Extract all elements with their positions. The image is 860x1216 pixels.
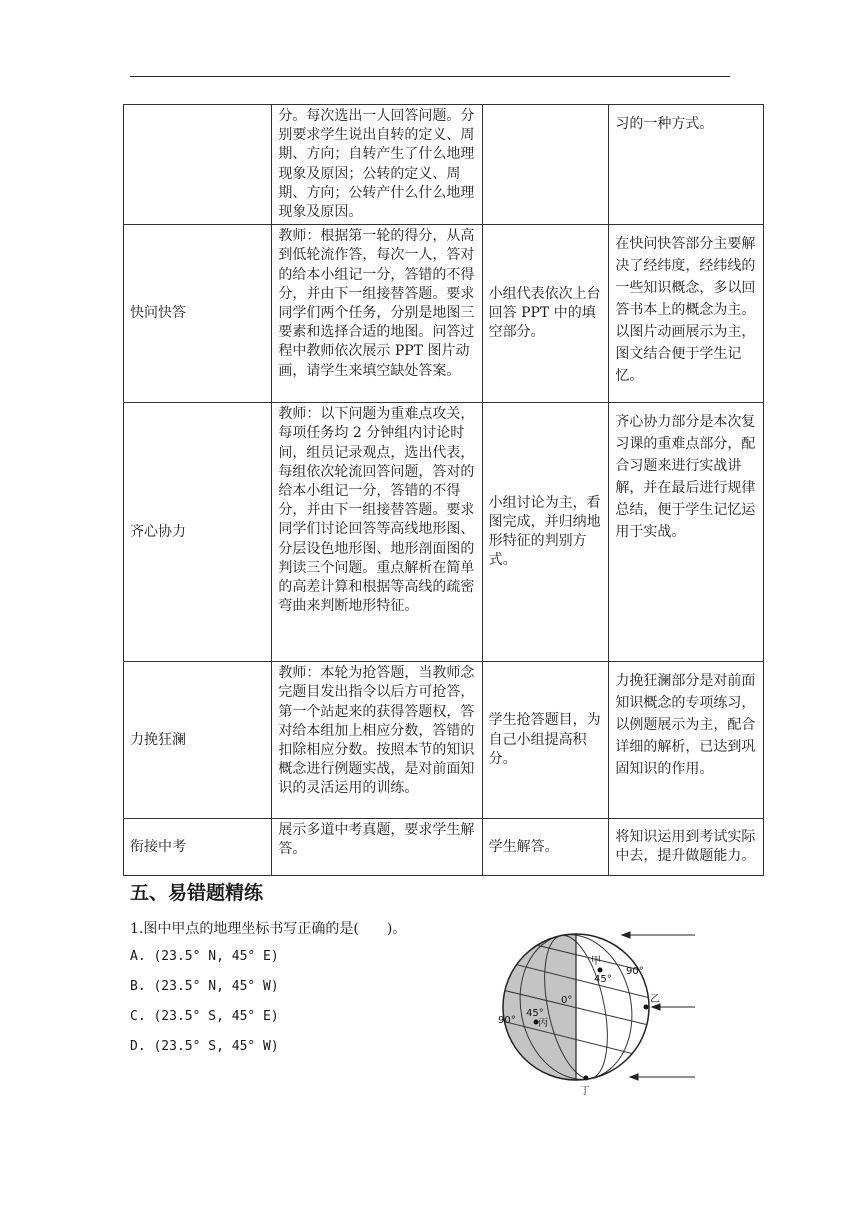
point-yi: [644, 1005, 649, 1010]
section-title: 五、易错题精练: [130, 882, 264, 904]
design-intent-text: 习的一种方式。: [615, 116, 714, 132]
header-rule: [130, 76, 730, 77]
option-b: B. (23.5° N, 45° W): [130, 979, 279, 994]
table-row: [124, 662, 764, 819]
design-intent-text: 将知识运用到考试实际中去，提升做题能力。: [615, 829, 756, 865]
table-row: [124, 403, 764, 662]
option-d: D. (23.5° S, 45° W): [130, 1039, 279, 1054]
stage-cell: 衔接中考: [124, 819, 272, 876]
design-intent-cell: [609, 662, 764, 819]
stage-cell: 力挽狂澜: [124, 662, 272, 819]
student-activity-cell: [482, 105, 609, 225]
stage-cell: [124, 105, 272, 225]
label-bing: 丙: [538, 1018, 548, 1029]
table-row: [124, 819, 764, 876]
arrow-head: [630, 1074, 638, 1080]
option-a: A. (23.5° N, 45° E): [130, 949, 279, 964]
design-intent-text: 力挽狂澜部分是对前面知识概念的专项练习，以例题展示为主，配合详细的解析，已达到巩固知识的作用。: [615, 673, 756, 778]
label-ding: 丁: [580, 1086, 590, 1097]
globe-figure: [490, 920, 710, 1100]
student-activity-cell: 小组讨论为主，看图完成，并归纳地形特征的判别方式。: [482, 403, 609, 662]
table-row: [124, 225, 764, 403]
student-activity-cell: 小组代表依次上台回答 PPT 中的填空部分。: [482, 225, 609, 403]
point-jia: [598, 968, 603, 973]
table-row: [124, 105, 764, 225]
arrow-head: [622, 932, 630, 938]
lesson-table: [123, 104, 764, 876]
design-intent-cell: [609, 225, 764, 403]
point-ding: [584, 1076, 589, 1081]
design-intent-cell: [609, 403, 764, 662]
label-deg90-left: 90°: [498, 1015, 516, 1026]
label-deg45-left: 45°: [526, 1008, 544, 1019]
teacher-activity-cell: 教师：本轮为抢答题，当教师念完题目发出指令以后方可抢答，第一个站起来的获得答题权，答对给本组加上相应分数，答错的扣除相应分数。按照本节的知识概念进行例题实战，是对前面知识的灵活运用的训练。: [272, 662, 482, 819]
label-jia: 甲: [591, 956, 601, 967]
teacher-activity-cell: 教师：根据第一轮的得分，从高到低轮流作答，每次一人，答对的给本小组记一分，答错的不得分，并由下一组接替答题。要求同学们两个任务，分别是地图三要素和选择合适的地图。问答过程中教师依次展示 PPT 图片动画，请学生来填空缺处答案。: [272, 225, 482, 403]
design-intent-cell: [609, 105, 764, 225]
question-stem: 1.图中甲点的地理坐标书写正确的是( )。: [130, 921, 407, 937]
student-activity-cell: 学生抢答题目，为自己小组提高积分。: [482, 662, 609, 819]
design-intent-text: 在快问快答部分主要解决了经纬度，经纬线的一些知识概念，多以回答书本上的概念为主。以图片动画展示为主，图文结合便于学生记忆。: [615, 236, 756, 385]
label-deg45-top: 45°: [594, 974, 612, 985]
label-deg0: 0°: [561, 995, 573, 1006]
teacher-activity-cell: 分。每次选出一人回答问题。分别要求学生说出自转的定义、周期、方向；自转产生了什么地理现象及原因；公转的定义、周期、方向；公转产什么什么地理现象及原因。: [272, 105, 482, 225]
label-yi: 乙: [650, 994, 660, 1005]
teacher-activity-cell: 教师：以下问题为重难点攻关，每项任务均 2 分钟组内讨论时间，组员记录观点，选出代表，每组依次轮流回答问题，答对的给本小组记一分，答错的不得分，并由下一组接替答题。要求同学们讨论回答等高线地形图、分层设色地形图、地形剖面图的判读三个问题。重点解析在简单的高差计算和根据等高线的疏密弯曲来判断地形特征。: [272, 403, 482, 662]
option-c: C. (23.5° S, 45° E): [130, 1009, 279, 1024]
design-intent-text: 齐心协力部分是本次复习课的重难点部分，配合习题来进行实战讲解，并在最后进行规律总结，便于学生记忆运用于实战。: [615, 414, 756, 541]
stage-cell: 齐心协力: [124, 403, 272, 662]
student-activity-cell: 学生解答。: [482, 819, 609, 876]
stage-cell: 快问快答: [124, 225, 272, 403]
design-intent-cell: [609, 819, 764, 876]
teacher-activity-cell: 展示多道中考真题，要求学生解答。: [272, 819, 482, 876]
label-deg90-top: 90°: [626, 966, 644, 977]
